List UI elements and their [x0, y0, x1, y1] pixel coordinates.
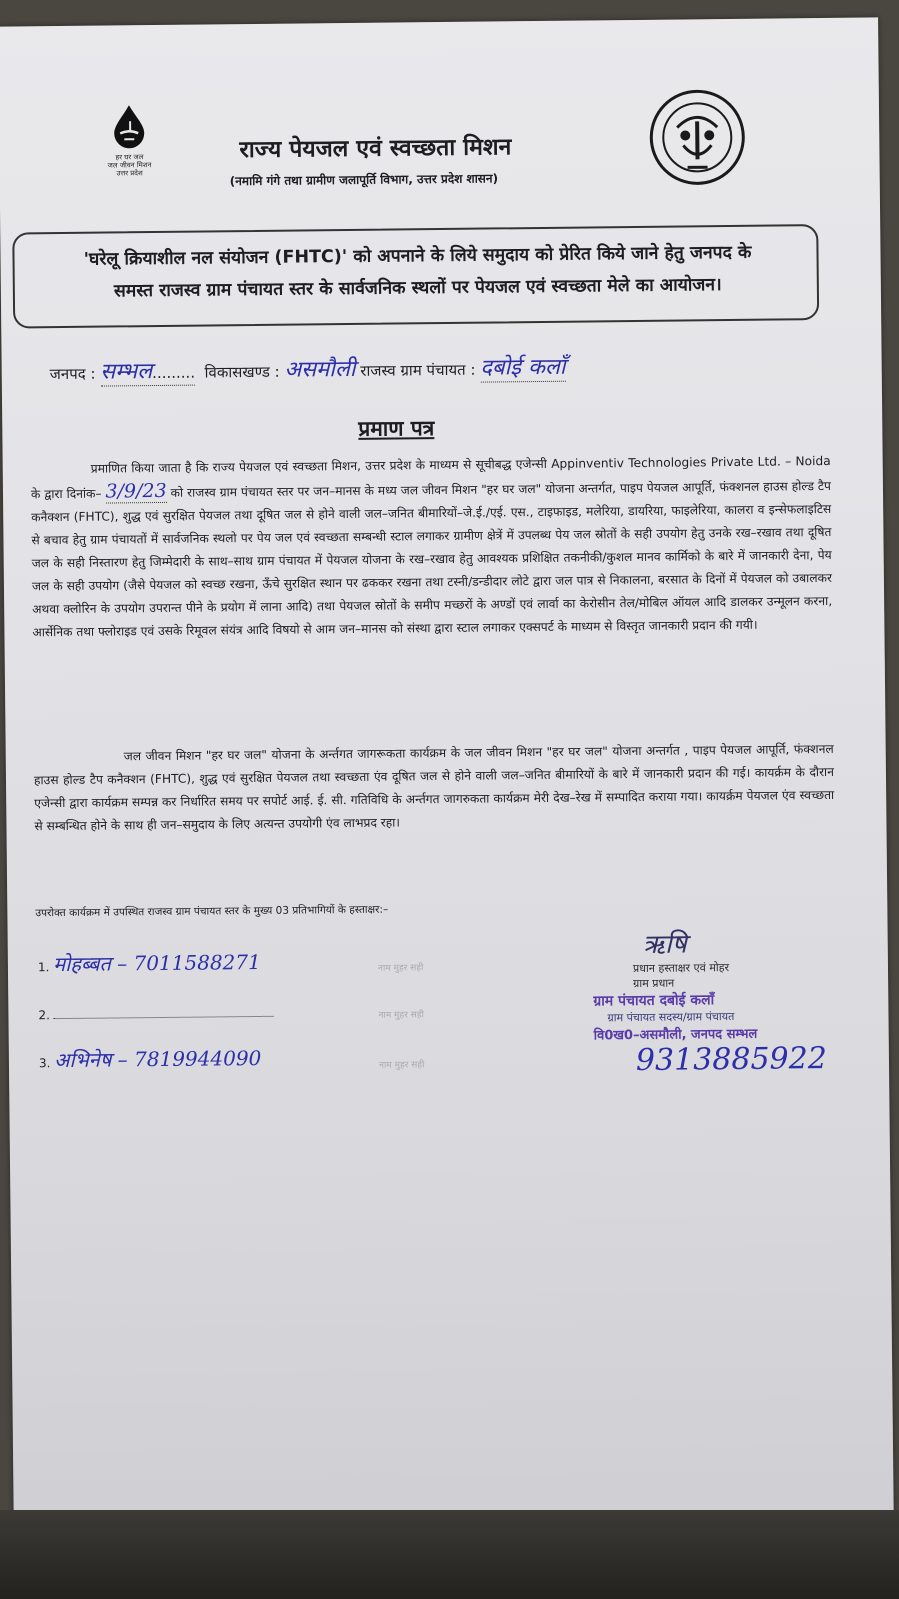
signature-number-1: 1. — [37, 960, 50, 975]
banner-line-1: 'घरेलू क्रियाशील नल संयोजन (FHTC)' को अपनाने के लिये समुदाय को प्रेरित किये जाने हेतु जनपद के — [83, 242, 752, 270]
stamp-panchayat: ग्राम पंचायत दबोई कलाँ — [593, 992, 715, 1010]
signature-line-1 — [38, 948, 261, 977]
location-fields: जनपद : सम्भल......... विकासखण्ड : असमौली राजस्व ग्राम पंचायत : दबोई कलाँ — [50, 348, 850, 387]
event-banner — [12, 224, 819, 328]
stamp-block: वि0ख0–असमौली, जनपद सम्भल — [593, 1026, 758, 1044]
stamp-label-1: प्रधान हस्ताक्षर एवं मोहर — [632, 961, 730, 976]
panchayat-label: राजस्व ग्राम पंचायत : — [360, 360, 476, 380]
block-label: विकासखण्ड : — [204, 362, 280, 382]
certificate-title: प्रमाण पत्र — [358, 416, 435, 441]
signature-line-2 — [38, 1006, 273, 1022]
paragraph-1-part-a: प्रमाणित किया जाता है कि राज्य पेयजल एवं स्वच्छता मिशन, उत्तर प्रदेश के माध्यम से सूचीबद्ध एजेन्सी Appinventiv Technologies Private Ltd. – Noida के द्वारा दिनांक– — [30, 453, 831, 502]
stamp-line-3: ग्राम पंचायत सदस्य/ग्राम पंचायत — [607, 1009, 735, 1025]
signature-number-3: 3. — [38, 1056, 51, 1071]
faint-mark-1: नाम मुहर सही — [377, 963, 424, 974]
certificate-paper — [0, 17, 894, 1541]
page-subtitle: (नमामि गंगे तथा ग्रामीण जलापूर्ति विभाग, उत्तर प्रदेश शासन) — [229, 171, 499, 189]
header — [229, 128, 630, 189]
signature-number-2: 2. — [38, 1008, 50, 1023]
stamp-phone-number: 9313885922 — [635, 1041, 828, 1079]
district-label: जनपद : — [49, 364, 96, 384]
page-title: राज्य पेयजल एवं स्वच्छता मिशन — [239, 134, 512, 164]
logo-caption-2: जल जीवन मिशन — [107, 161, 152, 170]
up-government-seal-icon — [647, 87, 748, 188]
district-value: सम्भल — [100, 359, 153, 385]
signatures-intro: उपरोक्त कार्यक्रम में उपस्थित राजस्व ग्राम पंचायत स्तर के मुख्य 03 प्रतिभागियों के हस्ताक्षर:– — [35, 903, 389, 920]
faint-mark-2: नाम मुहर सही — [378, 1010, 424, 1021]
jal-jeevan-mission-logo — [94, 103, 165, 178]
banner-line-2: समस्त राजस्व ग्राम पंचायत स्तर के सार्वजनिक स्थलों पर पेयजल एवं स्वच्छता मेले का आयोजन। — [113, 275, 722, 302]
stamp-label-2: ग्राम प्रधान — [633, 976, 675, 991]
certificate-paragraph-1 — [31, 450, 833, 644]
signature-line-3 — [39, 1044, 262, 1073]
signature-value-1: मोहब्बत – 7011588271 — [53, 949, 261, 977]
floor-background — [0, 1510, 899, 1599]
pradhan-stamp — [593, 923, 835, 1079]
block-value: असमौली — [284, 356, 356, 383]
water-drop-icon — [110, 103, 148, 149]
panchayat-value: दबोई कलाँ — [480, 354, 566, 381]
event-date: 3/9/23 — [105, 479, 167, 503]
paragraph-2-text: जल जीवन मिशन "हर घर जल" योजना के अर्न्तगत जागरूकता कार्यक्रम के जल जीवन मिशन "हर घर जल" योजना अन्तर्गत , पाइप पेयजल आपूर्ति, फंक्शनल हाउस होल्ड टैप कनैक्शन (FHTC), शुद्ध एवं सुरक्षित पेयजल तथा स्वच्छता एंव दूषित जल से होने वाली जल–जनित बीमारियों के बारे में जानकारी प्रदान की गई। कायर्क्रम के दौरान एजेन्सी द्वारा कार्यक्रम सम्पन्न कर निर्धारित समय पर सपोर्ट आई. ई. सी. गतिविधि के अर्न्तगत जागरुकता कार्यक्रम मेरी देख–रेख में सम्पादित कराया गया। कायर्क्रम पेयजल एंव स्वच्छता से सम्बन्धित होने के साथ ही जन–समुदाय के लिए अत्यन्त उपयोगी एंव लाभप्रद रहा। — [33, 741, 835, 834]
paragraph-1-part-b: को राजस्व ग्राम पंचायत स्तर पर जन–मानस के मध्य जल जीवन मिशन "हर घर जल" योजना अन्तर्गत, पाइप पेयजल आपूर्ति, फंक्शनल हाउस होल्ड टैप कनैक्शन (FHTC), शुद्ध एवं सुरक्षित पेयजल तथा दूषित जल से होने वाली जल–जनित बीमारियों–जे.ई./एई. एस., टाइफाइड, मलेरिया, डायरिया, फाइलेरिया, कालरा व इन्सेफलाइटिस से बचाव हेतु ग्राम पंचायतों में सार्वजनिक स्थलो पर पेय जल एवं स्वच्छता सम्बन्धी स्टाल लगाकर ग्रामीण क्षेत्रें में उपलब्ध पेय जल स्रोतों के सही उपयोग हेतु उनके रख–रखाव तथा दूषित जल के सही निस्तारण हेतु जिम्मेदारी के साथ–साथ ग्राम पंचायत में पेयजल योजना के रख–रखाव हेतु आवश्यक प्रशिक्षित तकनीकी/कुशल मानव कार्मिको के बारे में जानकारी देना, पेय जल के सही उपयोग (जैसे पेयजल को स्वच्छ रखना, ऊँचे सुरक्षित स्थान पर ढककर रखना तथा टस्नी/डन्डीदार लोटे द्वारा जल पात्र से निकालना, बरसात के दिनों में पेयजल को उबालकर अथवा क्लोरिन के उपयोग उपरान्त पीने के प्रयोग में लाना आदि) तथा पेयजल स्रोतों के समीप मच्छरों के अण्डों एवं लार्वा का केरोसीन तेल/मोबिल ऑयल आदि डालकर उन्मूलन करना, आर्सेनिक तथा फ्लोराइड एवं उसके रिमूवल संयंत्र आदि विषयो से आम जन–मानस को संस्था द्वारा स्टाल लगाकर एक्सपर्ट के माध्यम से विस्तृत जानकारी प्रदान की गयी। — [31, 478, 833, 640]
logo-caption-3: उत्तर प्रदेश — [116, 169, 143, 178]
signature-value-3: अभिनेष – 7819944090 — [54, 1045, 262, 1073]
certificate-paragraph-2 — [34, 738, 835, 838]
pradhan-signature: ऋषि — [642, 929, 687, 960]
logo-caption-1: हर घर जल — [115, 153, 144, 162]
faint-mark-3: नाम मुहर सही — [378, 1060, 425, 1071]
